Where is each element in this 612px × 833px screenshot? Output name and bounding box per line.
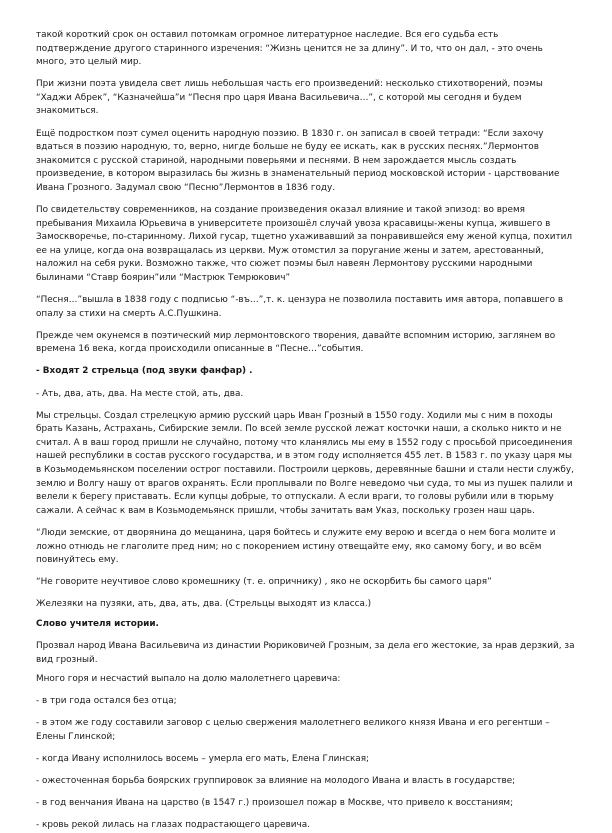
list-item: - ожесточенная борьба боярских группировок за влияние на молодого Ивана и власть в государстве;: [36, 776, 516, 787]
paragraph-decree-quote: “Не говорите неучтивое слово кромешнику (т. е. опричнику) , яко не оскорбить бы самого царя”: [36, 577, 492, 588]
section-heading-teacher: Слово учителя истории.: [36, 618, 159, 629]
stage-direction-streltsy-enter: - Входят 2 стрельца (под звуки фанфар) .: [36, 366, 253, 377]
paragraph-legacy: такой короткий срок он оставил потомкам огромное литературное наследие. Вся его судьба есть подтверждение другого старинного изречения: “Жизнь ценится не за длину”. И то, что он дал, - это очень много, это целый мир.: [36, 30, 543, 68]
paragraph-history-intro: Прежде чем окунемся в поэтический мир лермонтовского творения, давайте вспомним историю, заглянем во времена 16 века, когда происходили описанные в “Песне…”события.: [36, 330, 556, 355]
paragraph-misfortunes-intro: Много горя и несчастий выпало на долю малолетнего царевича:: [36, 674, 341, 685]
paragraph-folk-poetry: Ещё подростком поэт сумел оценить народную поэзию. В 1830 г. он записал в своей тетради: “Если захочу вдаться в поэзию народную, то, верно, нигде больше не буду ее искать, как в русских песнях.”Лермонтов знакомится с русской стариной, народными поверьями и песнями. В нем зарождается мысль создать произведение, в котором выразилась бы жизнь в знаменательный период московской истории - царствование Ивана Грозного. Задумал свою “Песню”Лермонтов в 1836 году.: [36, 128, 560, 193]
paragraph-lifetime-works: При жизни поэта увидела свет лишь небольшая часть его произведений: несколько стихотворений, поэмы “Хаджи Абрек”, “Казначейша”и “Песня про царя Ивана Васильевича…”, с которой мы сегодня и будем знакомиться.: [36, 79, 543, 117]
paragraph-march-command: - Ать, два, ать, два. На месте стой, ать, два.: [36, 388, 244, 399]
paragraph-decree: “Люди земские, от дворянина до мещанина, царя бойтесь и служите ему верою и всегда о нем бога молите и ложно отнюдь не глаголите пред ним; но с покорением истину отвещайте ему, яко самому богу, и во всём повинуйтесь ему.: [36, 527, 556, 566]
list-item: - кровь рекой лилась на глазах подрастающего царевича.: [36, 820, 310, 831]
list-item: - в три года остался без отца;: [36, 696, 177, 707]
paragraph-nickname: Прозвал народ Ивана Васильевича из династии Рюриковичей Грозным, за дела его жестокие, за нрав дерзкий, за вид грозный.: [36, 640, 575, 665]
paragraph-streltsy-exit: Железяки на пузяки, ать, два, ать, два. (Стрельцы выходят из класса.): [36, 599, 372, 610]
list-item: - в этом же году составили заговор с целью свержения малолетнего великого князя Ивана и его регентши – Елены Глинской;: [36, 718, 550, 742]
paragraph-streltsy-speech: Мы стрельцы. Создал стрелецкую армию русский царь Иван Грозный в 1550 году. Ходили мы с ним в походы брать Казань, Астрахань, Сибирские земли. По всей земле русской лежат косточки наши, а сколько никто и не считал. А в ваш город пришли не случайно, потому что кланялись мы ему в 1552 году с просьбой присоединения нашей республики в состав русского государства, и в этом году исполняется 455 лет. В 1583 г. по указу царя мы в Козьмодемьянском поселении острог поставили. Построили церковь, деревянные башни и стали нести службу, землю и Волгу нашу от врагов охранять. Если проплывали по Волге неведомо чьи суда, то мы из пушек палили и велели к берегу приставать. Если купцы добрые, то отпускали. А если враги, то головы рубили или в тюрьму сажали. А сейчас к вам в Козьмодемьянск пришли, чтобы зачитать вам Указ, поскольку грозен наш царь.: [36, 410, 574, 516]
paragraph-episode: По свидетельству современников, на создание произведения оказал влияние и такой эпизод: во время пребывания Михаила Юрьевича в университете произошёл случай увоза красавицы-жены купца, жившего в Замоскворечье, по-старинному. Лихой гусар, тщетно ухаживавший за понравившейся ему женой купца, похитил ее на улице, когда она возвращалась из церкви. Муж отомстил за поругание жены и затем, арестованный, наложил на себя руки. Возможно также, что сюжет поэмы был навеян Лермонтову русскими народными былинами “Ставр боярин”или “Мастрюк Темрюкович”: [36, 205, 573, 283]
paragraph-publication: “Песня…”вышла в 1838 году с подписью “-въ…”,т. к. цензура не позволила поставить имя автора, попавшего в опалу за стихи на смерть А.С.Пушкина.: [36, 295, 564, 319]
list-item: - когда Ивану исполнилось восемь – умерла его мать, Елена Глинская;: [36, 754, 370, 765]
list-item: - в год венчания Ивана на царство (в 1547 г.) произошел пожар в Москве, что привело к восстаниям;: [36, 798, 514, 809]
